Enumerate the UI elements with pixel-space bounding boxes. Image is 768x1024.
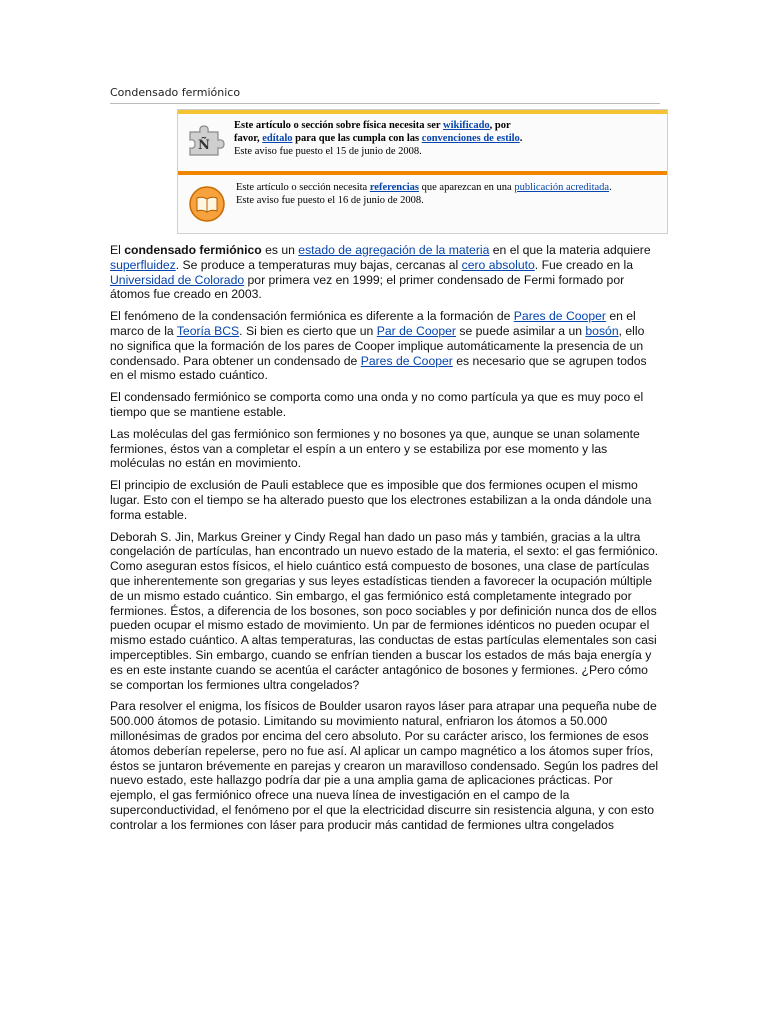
p1-text-2: es un xyxy=(261,243,299,257)
maintenance-notices xyxy=(177,109,668,234)
superfluidez-link[interactable]: superfluidez xyxy=(110,257,176,272)
refs-text-2: que aparezcan en una xyxy=(419,182,515,193)
paragraph-wave: El condensado fermiónico se comporta como una onda y no como partícula ya que es muy poco el tiempo que se mantiene estable. xyxy=(110,390,644,419)
refs-text-1: Este artículo o sección necesita xyxy=(236,182,370,193)
par-cooper-link[interactable]: Par de Cooper xyxy=(376,323,456,338)
p2-text-4: se puede asimilar a un xyxy=(456,323,586,338)
publicacion-acreditada-link[interactable]: publicación acreditada xyxy=(514,182,610,193)
wikify-text-2: , por xyxy=(489,120,511,131)
p1-text-5: . Fue creado en la xyxy=(534,257,634,272)
p2-text-3: . Si bien es cierto que un xyxy=(239,323,377,338)
p1-text-6: por primera vez en 1999; el primer condensado de Fermi formado por átomos fue creado en 2003. xyxy=(110,272,625,302)
book-icon xyxy=(188,185,226,227)
universidad-colorado-link[interactable]: Universidad de Colorado xyxy=(110,272,245,287)
p1-text-1: El xyxy=(110,243,125,257)
paragraph-intro xyxy=(110,243,660,302)
document-page xyxy=(110,86,660,839)
svg-text:Ñ: Ñ xyxy=(198,138,210,153)
boson-link[interactable]: bosón xyxy=(585,323,619,338)
wikificado-link[interactable]: wikificado xyxy=(443,120,490,131)
article-body xyxy=(110,243,660,832)
p2-text-5: , ello no significa que la formación de los pares de Cooper implique automáticamente la presencia de un condensado. Para obtener un condensado de xyxy=(110,323,645,368)
article-subject-bold: condensado fermiónico xyxy=(124,243,262,257)
paragraph-pauli: El principio de exclusión de Pauli establece que es imposible que dos fermiones ocupen el mismo lugar. Esto con el tiempo se ha alterado puesto que los electrones estabilizan a la onda dándole una forma estable. xyxy=(110,478,652,522)
puzzle-piece-icon xyxy=(186,122,226,162)
wikify-text-3: favor, xyxy=(234,133,263,144)
cero-absoluto-link[interactable]: cero absoluto xyxy=(461,257,535,272)
estado-agregacion-link[interactable]: estado de agregación de la materia xyxy=(298,243,490,257)
references-notice-text xyxy=(236,181,661,207)
references-notice-date: Este aviso fue puesto el 16 de junio de 2008. xyxy=(236,195,424,206)
wikify-notice-text xyxy=(234,119,661,158)
references-notice xyxy=(178,171,667,233)
pares-cooper-link-2[interactable]: Pares de Cooper xyxy=(360,353,453,368)
p2-text-2: en el marco de la xyxy=(110,309,636,338)
wikify-notice xyxy=(178,110,667,170)
p1-text-3: en el que la materia adquiere xyxy=(489,243,651,257)
paragraph-boulder: Para resolver el enigma, los físicos de Boulder usaron rayos láser para atrapar una pequeña nube de 500.000 átomos de potasio. Limitando su movimiento natural, enfriaron los átomos a 50.000 millonésimas de grados por encima del cero absoluto. Por su carácter arisco, los fermiones de esos átomos deberían repelerse, pero no fue así. Al aplicar un campo magnético a los átomos super fríos, éstos se juntaron brévemente en parejas y crearon un maravilloso condensado. Según los padres del nuevo estado, este hallazgo podría dar pie a una amplia gama de aplicaciones prácticas. Por ejemplo, el gas fermiónico ofrece una nueva línea de investigación en el campo de la superconductividad, el fenómeno por el que la electricidad discurre sin resistencia alguna, y con esto controlar a los fermiones con láser para producir más cantidad de fermiones ultra congelados xyxy=(110,699,659,832)
paragraph-cooper xyxy=(110,309,660,383)
p2-text-6: es necesario que se agrupen todos en el mismo estado cuántico. xyxy=(110,353,647,383)
convenciones-link[interactable]: convenciones de estilo xyxy=(421,133,520,144)
pares-cooper-link[interactable]: Pares de Cooper xyxy=(513,309,606,324)
editalo-link[interactable]: edítalo xyxy=(262,133,293,144)
referencias-link[interactable]: referencias xyxy=(369,182,420,193)
paragraph-molecules: Las moléculas del gas fermiónico son fermiones y no bosones ya que, aunque se unan solamente fermiones, éstos van a completar el espín a un entero y se estabiliza por ese momento y las moléculas no están en movimiento. xyxy=(110,426,640,471)
paragraph-jin: Deborah S. Jin, Markus Greiner y Cindy Regal han dado un paso más y también, gracias a la ultra congelación de partículas, han encontrado un nuevo estado de la materia, el sexto: el gas fermiónico. Como aseguran estos físicos, el hielo cuántico está compuesto de bosones, una clase de partículas que inherentemente son gregarias y sus leyes estadísticas tienden a favorecer la ocupación múltiple de un mismo estado cuántico. Sin embargo, el gas fermiónico está completamente integrado por fermiones. Éstos, a diferencia de los bosones, son poco sociables y por definición nunca dos de ellos pueden ocupar el mismo estado de movimiento. Un par de fermiones idénticos no pueden ocupar el mismo estado cuántico. A altas temperaturas, las conductas de estas partículas elementales son casi imperceptibles. Sin embargo, cuando se enfrían tienden a buscar los estados de más baja energía y es en este instante cuando se acentúa el carácter antagónico de bosones y fermiones. ¿Pero cómo se comportan los fermiones ultra congelados? xyxy=(110,529,659,692)
wikify-text-1: Este artículo o sección sobre física necesita ser xyxy=(234,120,443,131)
wikify-notice-date: Este aviso fue puesto el 15 de junio de 2008. xyxy=(234,146,422,157)
p2-text-1: El fenómeno de la condensación fermiónica es diferente a la formación de xyxy=(110,309,514,324)
wikify-text-4: para que las cumpla con las xyxy=(292,133,422,144)
wikify-text-5: . xyxy=(519,133,523,144)
refs-text-3: . xyxy=(609,182,612,193)
page-title: Condensado fermiónico xyxy=(110,86,660,104)
teoria-bcs-link[interactable]: Teoría BCS xyxy=(176,323,240,338)
p1-text-4: . Se produce a temperaturas muy bajas, cercanas al xyxy=(175,257,462,272)
